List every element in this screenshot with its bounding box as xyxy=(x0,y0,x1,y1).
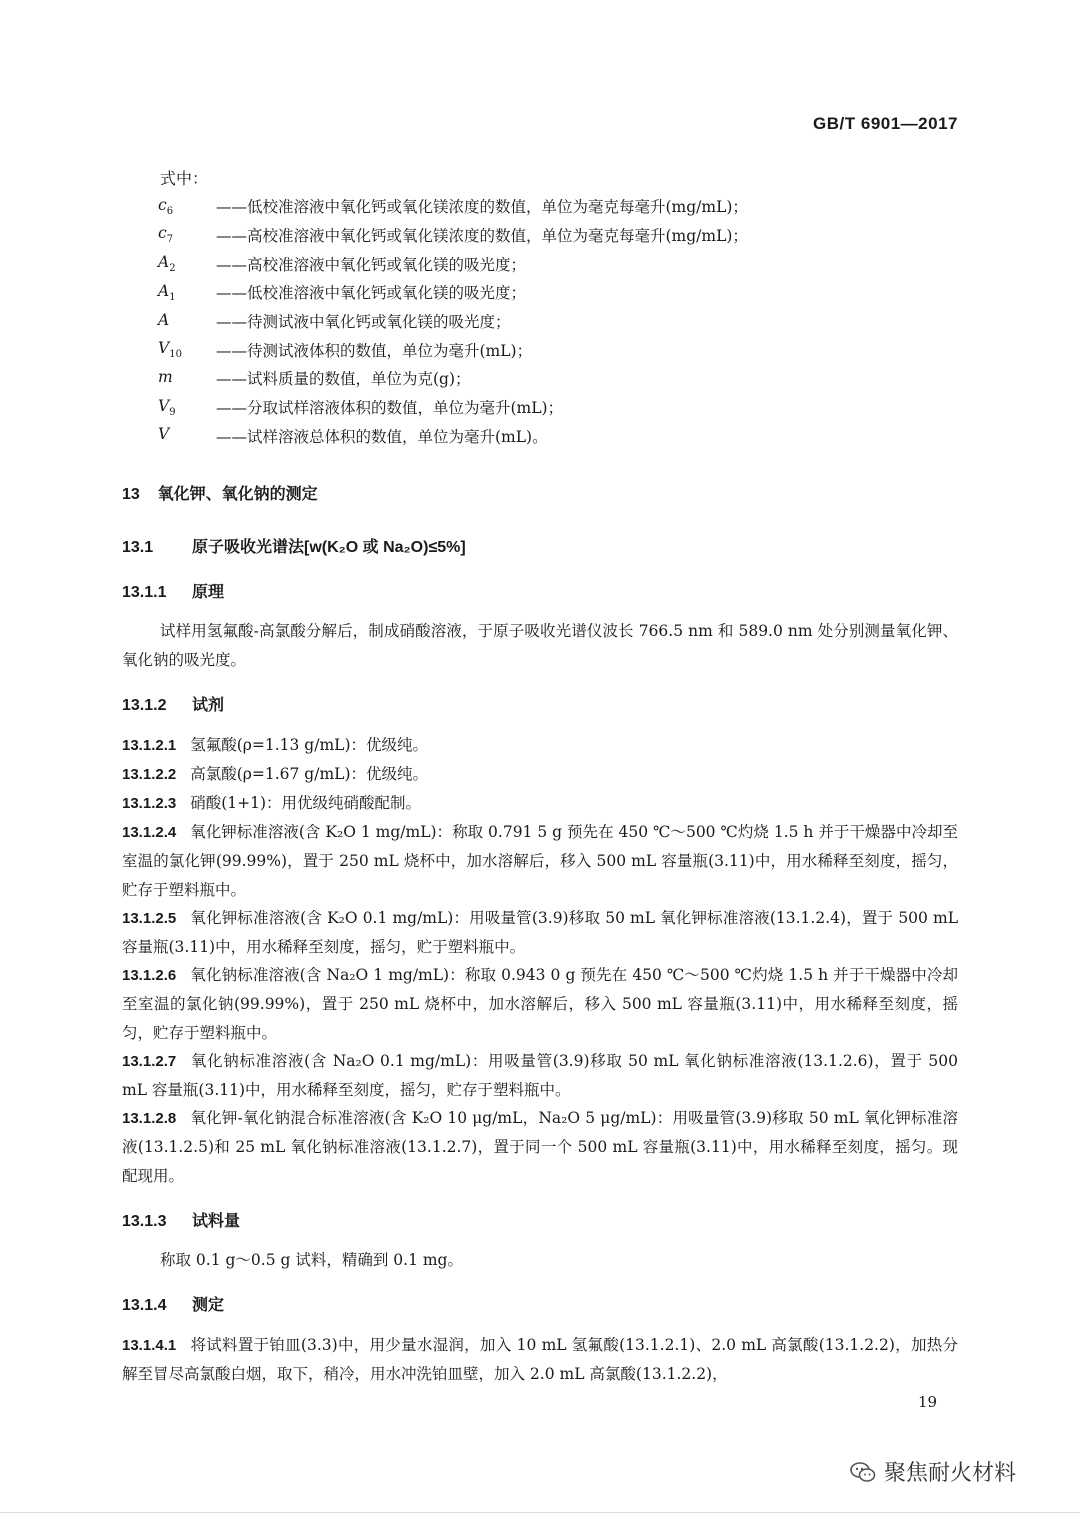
legend-symbol: V xyxy=(158,339,170,358)
legend-desc: ——低校准溶液中氧化钙或氧化镁浓度的数值，单位为毫克每毫升(mg/mL)； xyxy=(216,198,748,217)
watermark xyxy=(850,1456,1016,1487)
reagent-item-text: 氧化钾-氧化钠混合标准溶液(含 K₂O 10 μg/mL，Na₂O 5 μg/mL)：用吸量管(3.9)移取 50 mL 氧化钾标准溶液(13.1.2.5)和 25 mL 氧化钠标准溶液(13.1.2.7)，置于同一个 500 mL 容量瓶(3.11)中，用水稀释至刻度，摇匀。现配现用。 xyxy=(122,1109,958,1185)
reagent-item-text: 氧化钾标准溶液(含 K₂O 0.1 mg/mL)：用吸量管(3.9)移取 50 mL 氧化钾标准溶液(13.1.2.4)，置于 500 mL 容量瓶(3.11)中，用水稀释至刻度，摇匀，贮于塑料瓶中。 xyxy=(122,909,958,956)
legend-row xyxy=(158,335,958,364)
section-13-1-number: 13.1 xyxy=(122,539,154,556)
bottom-divider xyxy=(0,1512,1080,1513)
section-13-1-1-number: 13.1.1 xyxy=(122,584,167,601)
reagent-item-number: 13.1.2.2 xyxy=(122,766,177,783)
procedure-item-text: 将试料置于铂皿(3.3)中，用少量水湿润，加入 10 mL 氢氟酸(13.1.2.1)、2.0 mL 高氯酸(13.1.2.2)，加热分解至冒尽高氯酸白烟，取下，稍冷，用水冲洗铂皿壁，加入 2.0 mL 高氯酸(13.1.2.2)， xyxy=(122,1336,958,1383)
legend-title: 式中： xyxy=(160,169,209,188)
reagent-item-text: 氧化钾标准溶液(含 K₂O 1 mg/mL)：称取 0.791 5 g 预先在 450 ℃～500 ℃灼烧 1.5 h 并于干燥器中冷却至室温的氯化钾(99.99%)，置于 250 mL 烧杯中，加水溶解后，移入 500 mL 容量瓶(3.11)中，用水稀释至刻度，摇匀，贮存于塑料瓶中。 xyxy=(122,823,958,899)
reagent-item xyxy=(122,789,958,818)
legend-subscript: 2 xyxy=(169,263,176,275)
reagent-item-number: 13.1.2.3 xyxy=(122,795,177,812)
reagent-item-text: 氧化钠标准溶液(含 Na₂O 1 mg/mL)：称取 0.943 0 g 预先在 450 ℃～500 ℃灼烧 1.5 h 并于干燥器中冷却至室温的氯化钠(99.99%)，置于 250 mL 烧杯中，加水溶解后，移入 500 mL 容量瓶(3.11)中，用水稀释至刻度，摇匀，贮存于塑料瓶中。 xyxy=(122,966,958,1042)
legend-row xyxy=(158,393,958,422)
legend-row xyxy=(158,422,958,451)
reagent-item xyxy=(122,731,958,760)
legend-symbol: c xyxy=(158,195,167,214)
standard-code: GB/T 6901—2017 xyxy=(813,114,958,133)
watermark-text: 聚焦耐火材料 xyxy=(884,1461,1017,1486)
legend-subscript: 1 xyxy=(169,291,176,303)
reagent-item xyxy=(122,760,958,789)
legend-row xyxy=(158,307,958,336)
legend-subscript: 6 xyxy=(166,205,174,217)
legend-desc: ——高校准溶液中氧化钙或氧化镁的吸光度； xyxy=(216,255,527,274)
procedure-item-number: 13.1.4.1 xyxy=(122,1337,177,1354)
section-13-1-2-heading xyxy=(122,692,224,715)
section-13-title: 氧化钾、氧化钠的测定 xyxy=(157,486,318,503)
legend-row xyxy=(158,249,958,278)
section-13-1-4-title: 测定 xyxy=(192,1297,225,1314)
symbol-legend xyxy=(158,192,958,450)
legend-symbol: m xyxy=(158,367,173,386)
section-13-1-4-heading xyxy=(122,1292,224,1315)
legend-symbol: A xyxy=(158,253,170,272)
legend-subscript: 9 xyxy=(169,406,176,418)
legend-symbol: A xyxy=(158,310,170,329)
section-13-1-3-heading xyxy=(122,1208,240,1231)
legend-subscript: 7 xyxy=(166,234,174,246)
page-number: 19 xyxy=(918,1393,938,1411)
section-13-1-3-number: 13.1.3 xyxy=(122,1213,167,1230)
reagent-item-text: 硝酸(1+1)：用优级纯硝酸配制。 xyxy=(190,794,422,812)
section-13-1-4-number: 13.1.4 xyxy=(122,1297,167,1314)
section-13-1-2-title: 试剂 xyxy=(192,697,225,714)
legend-row xyxy=(158,364,958,393)
reagent-item-number: 13.1.2.1 xyxy=(122,737,177,754)
legend-desc: ——低校准溶液中氧化钙或氧化镁的吸光度； xyxy=(216,284,527,303)
legend-row xyxy=(158,221,958,250)
reagent-item xyxy=(122,818,958,905)
reagent-item-number: 13.1.2.4 xyxy=(122,824,177,841)
legend-symbol: V xyxy=(158,396,170,415)
section-13-1-1-title: 原理 xyxy=(192,584,225,601)
legend-desc: ——高校准溶液中氧化钙或氧化镁浓度的数值，单位为毫克每毫升(mg/mL)； xyxy=(216,227,748,246)
legend-symbol: c xyxy=(158,224,167,243)
reagent-item-number: 13.1.2.5 xyxy=(122,910,177,927)
reagent-item-text: 氧化钠标准溶液(含 Na₂O 0.1 mg/mL)：用吸量管(3.9)移取 50 mL 氧化钠标准溶液(13.1.2.6)，置于 500 mL 容量瓶(3.11)中，用水稀释至刻度，摇匀，贮存于塑料瓶中。 xyxy=(122,1052,958,1099)
wechat-icon xyxy=(850,1461,876,1483)
procedure-item xyxy=(122,1331,958,1389)
section-13-1-1-heading xyxy=(122,579,224,602)
reagent-item-number: 13.1.2.8 xyxy=(122,1110,177,1127)
section-13-number: 13 xyxy=(122,486,140,503)
reagent-item-text: 氢氟酸(ρ=1.13 g/mL)：优级纯。 xyxy=(190,736,428,754)
section-13-heading xyxy=(122,481,318,504)
legend-symbol: V xyxy=(158,425,170,444)
reagent-item xyxy=(122,1047,958,1105)
legend-desc: ——待测试液中氧化钙或氧化镁的吸光度； xyxy=(216,313,511,332)
section-13-1-heading xyxy=(122,534,466,557)
legend-desc: ——待测试液体积的数值，单位为毫升(mL)； xyxy=(216,341,533,360)
reagent-item-text: 高氯酸(ρ=1.67 g/mL)：优级纯。 xyxy=(190,765,428,783)
sample-mass-paragraph: 称取 0.1 g～0.5 g 试料，精确到 0.1 mg。 xyxy=(160,1251,463,1269)
legend-desc: ——分取试样溶液体积的数值，单位为毫升(mL)； xyxy=(216,399,564,418)
legend-symbol: A xyxy=(158,281,170,300)
legend-desc: ——试样溶液总体积的数值，单位为毫升(mL)。 xyxy=(216,427,548,446)
section-13-1-3-title: 试料量 xyxy=(192,1213,241,1230)
legend-row xyxy=(158,278,958,307)
reagent-item xyxy=(122,1104,958,1191)
reagent-item-number: 13.1.2.6 xyxy=(122,967,177,984)
section-13-1-2-number: 13.1.2 xyxy=(122,697,167,714)
legend-desc: ——试料质量的数值，单位为克(g)； xyxy=(216,370,471,389)
section-13-1-title: 原子吸收光谱法[w(K₂O 或 Na₂O)≤5%] xyxy=(192,539,466,556)
principle-paragraph: 试样用氢氟酸-高氯酸分解后，制成硝酸溶液，于原子吸收光谱仪波长 766.5 nm 和 589.0 nm 处分别测量氧化钾、氧化钠的吸光度。 xyxy=(122,622,958,669)
legend-subscript: 10 xyxy=(169,349,182,361)
reagent-item xyxy=(122,961,958,1048)
reagent-item-number: 13.1.2.7 xyxy=(122,1053,177,1070)
reagent-item xyxy=(122,904,958,962)
legend-row xyxy=(158,192,958,221)
